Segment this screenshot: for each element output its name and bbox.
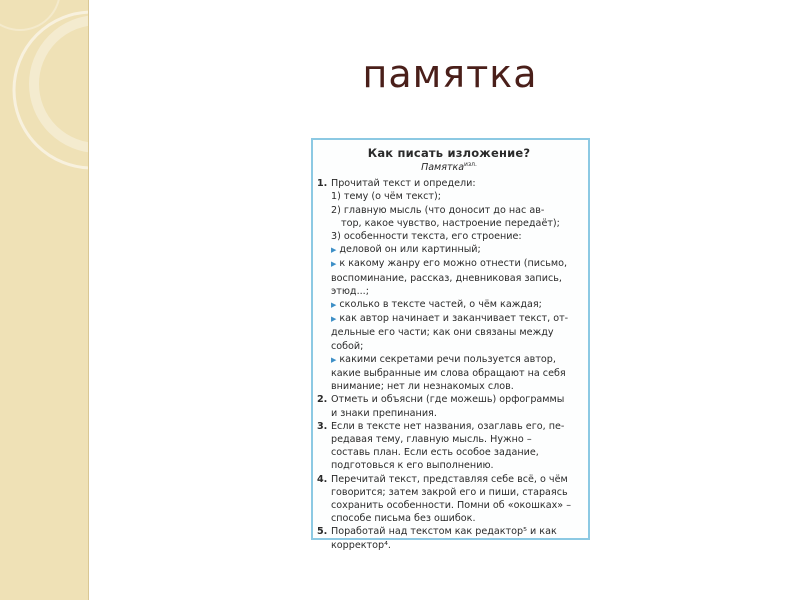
triangle-bullet-icon: ▶ [331,315,337,324]
memo-line [331,298,581,312]
memo-line-text: тор, какое чувство, настроение передаёт); [341,217,560,229]
memo-line-text: 3) особенности текста, его строение: [331,230,522,242]
memo-item [317,393,581,419]
memo-line-text: Перечитай текст, представляя себе всё, о чём [331,473,568,485]
triangle-bullet-icon: ▶ [331,260,337,269]
memo-line-text: 1) тему (о чём текст); [331,191,441,203]
memo-item-number: 5. [317,526,328,538]
memo-line [331,407,581,420]
memo-line-text: какие выбранные им слова обращают на себя [331,368,566,379]
memo-item-number: 2. [317,394,328,406]
memo-line-text: этюд...; [331,285,369,297]
memo-line-text: составь план. Если есть особое задание, [331,447,539,459]
memo-item-number: 3. [317,420,328,432]
memo-line-text: 2) главную мысль (что доносит до нас ав- [331,204,545,216]
triangle-bullet-icon: ▶ [331,246,337,255]
triangle-bullet-icon: ▶ [331,355,337,364]
memo-line [331,486,581,499]
memo-line [331,525,581,538]
memo-line [331,499,581,512]
memo-line [331,433,581,446]
memo-line-text: Отметь и объясни (где можешь) орфограммы [331,394,565,406]
memo-subtitle [317,161,581,173]
memo-line-text: корректор⁴. [331,539,391,551]
memo-item [317,420,581,473]
memo-line-text: деловой он или картинный; [339,244,481,256]
memo-line-text: способе письма без ошибок. [331,513,476,525]
memo-line [331,190,581,203]
memo-line-text: говорится; затем закрой его и пиши, стараясь [331,486,568,498]
memo-line [331,217,581,230]
memo-line-text: как автор начинает и заканчивает текст, от- [339,313,569,325]
memo-subtitle-mark: изл. [464,161,477,168]
memo-line-text: сколько в тексте частей, о чём каждая; [339,298,542,310]
memo-line [331,230,581,243]
memo-line-text: подготовься к его выполнению. [331,460,494,472]
memo-item-number: 4. [317,473,328,485]
memo-line [331,204,581,217]
memo-line-text: внимание; нет ли незнакомых слов. [331,381,514,393]
memo-line-text: Прочитай текст и определи: [331,178,476,190]
memo-line [331,340,581,353]
memo-line-text: сохранить особенности. Помни об «окошках» – [331,500,571,512]
memo-item-list [317,177,581,552]
decorative-side-band [0,0,89,600]
memo-line-text: собой; [331,340,364,352]
memo-title: Как писать изложение? [367,146,531,160]
memo-line-text: редавая тему, главную мысль. Нужно – [331,434,532,446]
ring-decoration-icon [0,0,88,600]
memo-line-text: и знаки препинания. [331,407,437,419]
memo-line [331,257,581,271]
memo-line [331,512,581,525]
memo-item [317,525,581,551]
memo-line [331,393,581,406]
memo-item-number: 1. [317,178,328,190]
memo-line [331,367,581,380]
memo-line [331,459,581,472]
memo-line [331,177,581,190]
memo-line-text: к какому жанру его можно отнести (письмо, [339,258,568,270]
memo-line [331,326,581,339]
memo-line [331,353,581,367]
memo-line [331,312,581,326]
memo-line [331,539,581,552]
memo-line [331,420,581,433]
triangle-bullet-icon: ▶ [331,300,337,309]
memo-line-text: какими секретами речи пользуется автор, [339,353,556,365]
memo-line [331,380,581,393]
memo-item [317,177,581,393]
memo-card [311,138,590,551]
memo-line [331,272,581,285]
memo-item [317,473,581,526]
memo-line [331,473,581,486]
memo-subtitle-text: Памятка [421,162,465,174]
memo-line-text: Если в тексте нет названия, озаглавь его, пе- [331,420,565,432]
memo-line [331,285,581,298]
memo-line-text: Поработай над текстом как редактор⁵ и как [331,526,557,538]
memo-line-text: дельные его части; как они связаны между [331,327,554,339]
memo-line [331,243,581,257]
memo-line [331,446,581,459]
slide-title: памятка [362,52,538,96]
memo-line-text: воспоминание, рассказ, дневниковая запись, [331,272,562,284]
